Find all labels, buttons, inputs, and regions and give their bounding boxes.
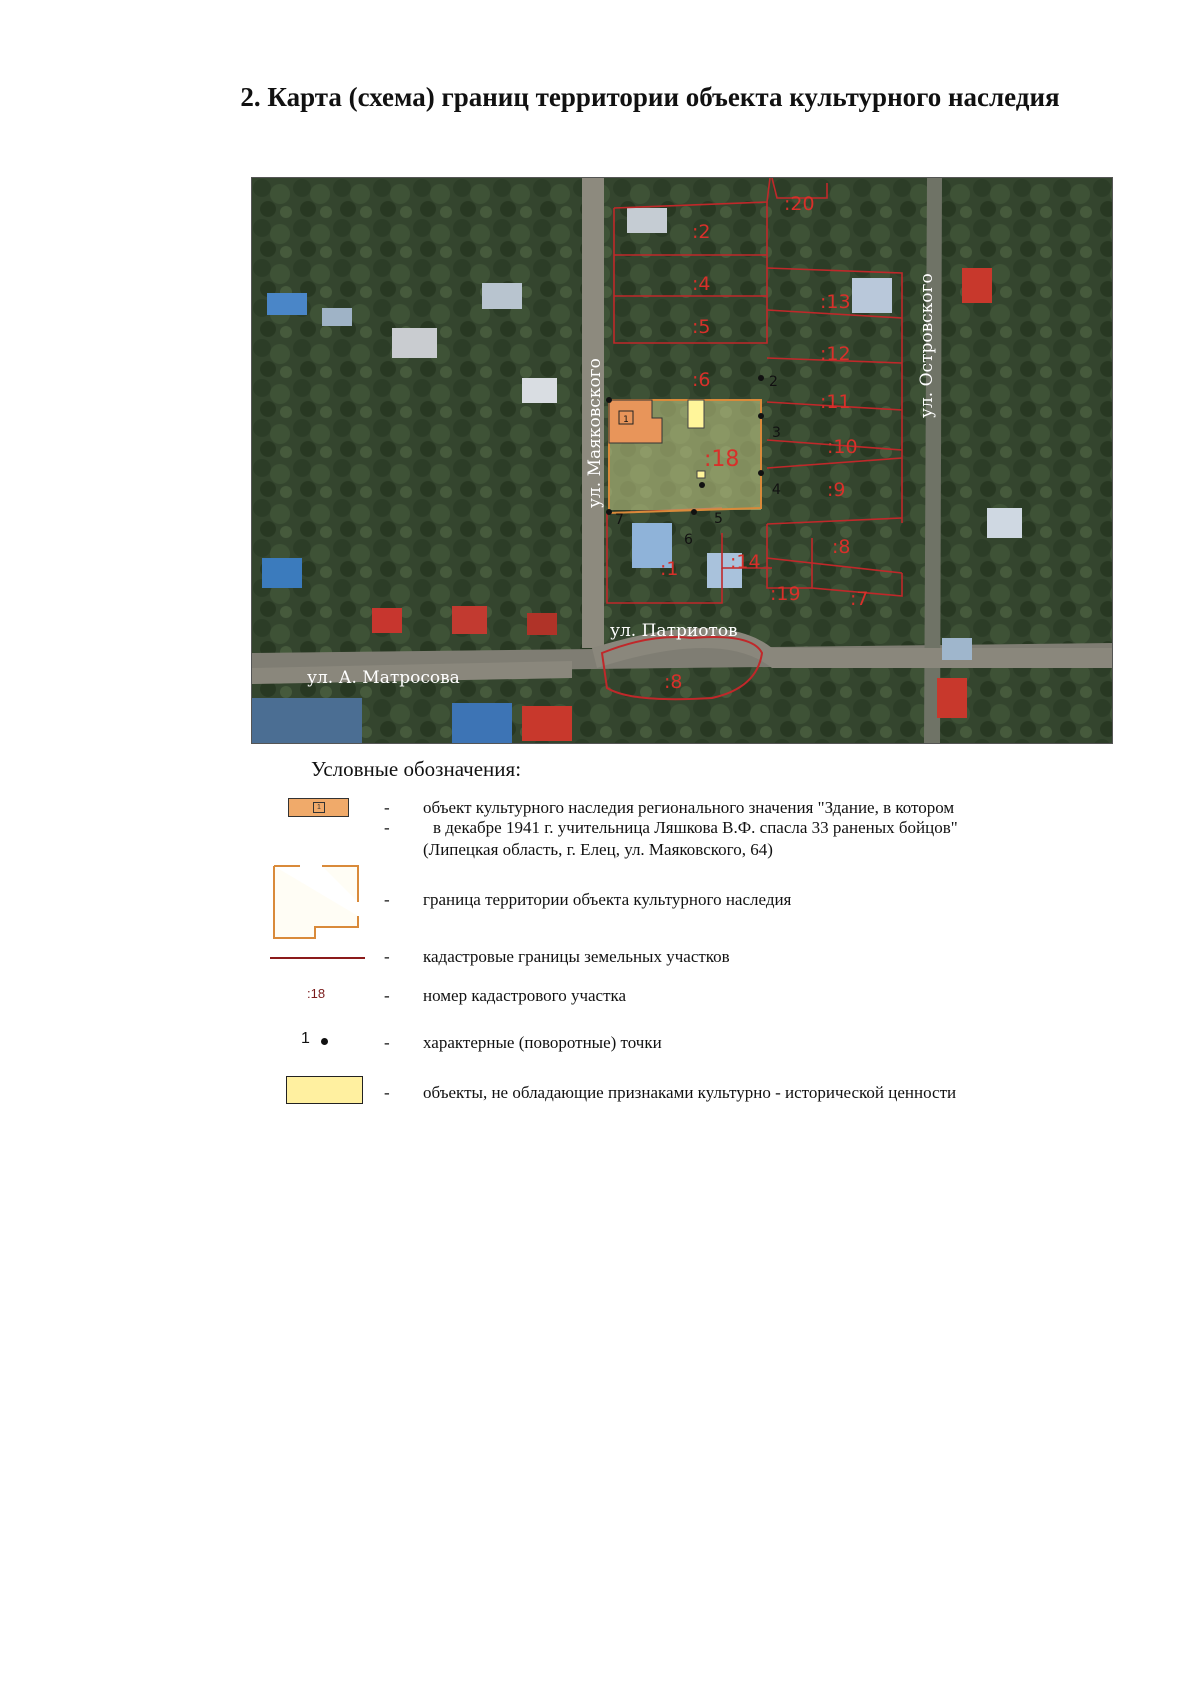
parcel-label: :10 — [827, 436, 858, 458]
legend-dash: - — [384, 1083, 390, 1102]
parcel-label: :12 — [820, 343, 851, 365]
non-valuable-object[interactable] — [688, 400, 704, 428]
legend-text-parcel-number: номер кадастрового участка — [423, 986, 627, 1005]
legend-text-heritage-line-1: объект культурного наследия регионального значения "Здание, в котором — [423, 798, 955, 817]
parcel-label: :8 — [664, 671, 683, 693]
legend-dash: - — [384, 798, 390, 817]
legend-symbol-heritage-marker: 1 — [313, 802, 325, 813]
legend-text-cadastral-lines: кадастровые границы земельных участков — [423, 947, 730, 966]
parcel-label: :1 — [660, 558, 679, 580]
non-valuable-object[interactable] — [697, 471, 705, 478]
parcel-label: :5 — [692, 316, 711, 338]
parcel-label: :18 — [704, 447, 740, 472]
parcel-label: :2 — [692, 221, 711, 243]
parcel-label: :7 — [850, 588, 869, 610]
legend-dash: - — [384, 986, 390, 1005]
parcel-label: :6 — [692, 369, 711, 391]
legend-text-points: характерные (поворотные) точки — [423, 1033, 662, 1052]
legend-dash: - — [384, 818, 390, 837]
parcel-label: :8 — [832, 536, 851, 558]
street-label-matrosova: ул. А. Матросова — [307, 668, 460, 688]
legend-symbol-non-valuable-object — [286, 1076, 363, 1104]
legend-symbol-point-dot — [321, 1038, 328, 1045]
parcel-label: :9 — [827, 479, 846, 501]
street-label-mayakovskogo: ул. Маяковского — [585, 358, 605, 508]
legend-symbol-cadastral-line — [270, 957, 365, 959]
point-label: 5 — [714, 511, 723, 527]
page-title: 2. Карта (схема) границ территории объекта культурного наследия — [240, 82, 1060, 112]
legend-text-heritage-boundary: граница территории объекта культурного наследия — [423, 890, 792, 909]
legend-dash: - — [384, 1033, 390, 1052]
point-label: 7 — [615, 512, 624, 528]
legend-symbol-heritage-boundary — [270, 862, 365, 942]
legend-text-non-valuable-objects: объекты, не обладающие признаками культурно - исторической ценности — [423, 1083, 957, 1102]
legend-text-heritage-line-2: в декабре 1941 г. учительница Ляшкова В.Ф. спасла 33 раненых бойцов" — [433, 818, 958, 837]
heritage-building-marker: 1 — [623, 415, 629, 425]
legend-symbol-heritage-object — [288, 798, 349, 817]
legend-dash: - — [384, 890, 390, 909]
point-label: 2 — [769, 374, 778, 390]
parcel-label: :14 — [730, 551, 761, 573]
street-label-ostrovskogo: ул. Островского — [917, 273, 937, 418]
legend-symbol-point-label: 1 — [301, 1030, 310, 1047]
parcel-label: :4 — [692, 273, 711, 295]
parcel-label: :13 — [820, 291, 851, 313]
legend-heading: Условные обозначения: — [311, 757, 522, 781]
street-label-patriotov: ул. Патриотов — [610, 621, 738, 641]
point-label: 4 — [772, 482, 781, 498]
legend-symbol-parcel-number: :18 — [307, 986, 326, 1001]
legend-dash: - — [384, 947, 390, 966]
point-label: 3 — [772, 425, 781, 441]
point-label: 6 — [684, 532, 693, 548]
cadastral-map[interactable] — [251, 177, 1113, 744]
parcel-label: :19 — [770, 583, 801, 605]
parcel-label: :11 — [820, 391, 851, 413]
legend-text-heritage-line-3: (Липецкая область, г. Елец, ул. Маяковского, 64) — [423, 840, 773, 859]
parcel-label: :20 — [784, 193, 815, 215]
